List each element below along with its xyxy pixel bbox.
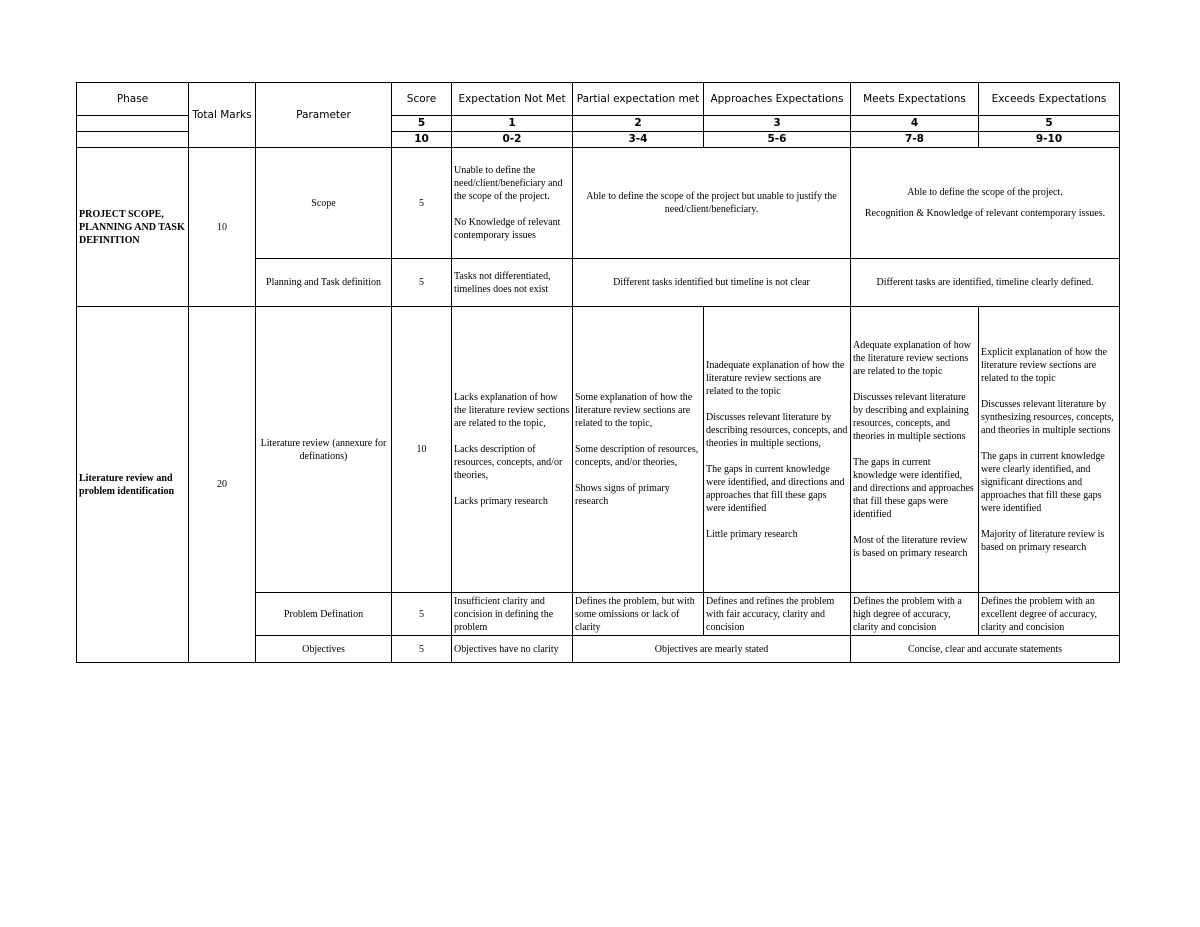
score-10: 10: [392, 132, 452, 148]
problem-exceeds: Defines the problem with an excellent degree of accuracy, clarity and concision: [979, 593, 1120, 636]
range-1: 0-2: [452, 132, 573, 148]
phase1-total: 10: [189, 148, 256, 307]
planning-partial-approaches: Different tasks identified but timeline is not clear: [573, 259, 851, 307]
lit-approaches-4: Little primary research: [706, 528, 798, 540]
lit-exceeds-4: Majority of literature review is based on primary research: [981, 528, 1105, 553]
lit-partial-3: Shows signs of primary research: [575, 483, 670, 507]
range-5: 9-10: [979, 132, 1120, 148]
level-score-1: 1: [452, 116, 573, 132]
scope-row: [77, 148, 1120, 259]
header-level-5: Exceeds Expectations: [979, 83, 1120, 116]
planning-meets-exceeds: Different tasks are identified, timeline clearly defined.: [851, 259, 1120, 307]
lit-exceeds-1: Explicit explanation of how the literature review sections are related to the topic: [981, 346, 1108, 384]
scope-partial-approaches: Able to define the scope of the project but unable to justify the need/client/beneficiary.: [573, 148, 851, 259]
scope-meets-2: Recognition & Knowledge of relevant contemporary issues.: [864, 208, 1106, 219]
range-2: 3-4: [573, 132, 704, 148]
lit-approaches-1: Inadequate explanation of how the literature review sections are related to the topic: [706, 359, 845, 397]
level-score-5: 5: [979, 116, 1120, 132]
objectives-not-met: Objectives have no clarity: [452, 636, 573, 663]
phase2-name: Literature review and problem identification: [77, 307, 189, 663]
scope-parameter: Scope: [256, 148, 392, 259]
scope-score: 5: [392, 148, 452, 259]
scope-meets-exceeds: [851, 148, 1120, 259]
planning-not-met: Tasks not differentiated, timelines does not exist: [452, 259, 573, 307]
scope-meets-1: Able to define the scope of the project.: [907, 187, 1063, 198]
scope-not-met: [452, 148, 573, 259]
lit-exceeds-3: The gaps in current knowledge were clearly identified, and significant directions and approaches that fill these gaps were identified: [981, 450, 1105, 514]
header-parameter: Parameter: [256, 83, 392, 148]
lit-parameter: Literature review (annexure for definations): [256, 307, 392, 593]
lit-exceeds: [979, 307, 1120, 593]
header-level-1: Expectation Not Met: [452, 83, 573, 116]
scope-not-met-1: Unable to define the need/client/beneficiary and the scope of the project.: [454, 165, 563, 202]
phase2-total: 20: [189, 307, 256, 663]
lit-approaches: [704, 307, 851, 593]
header-level-4: Meets Expectations: [851, 83, 979, 116]
lit-score: 10: [392, 307, 452, 593]
range-3: 5-6: [704, 132, 851, 148]
lit-approaches-2: Discusses relevant literature by describing resources, concepts, and theories in multiple sections,: [706, 411, 848, 449]
planning-score: 5: [392, 259, 452, 307]
lit-partial: [573, 307, 704, 593]
header-row: [77, 83, 1120, 116]
scope-not-met-2: No Knowledge of relevant contemporary issues: [454, 217, 561, 241]
level-score-2: 2: [573, 116, 704, 132]
lit-meets-2: Discusses relevant literature by describing and explaining resources, concepts, and theories in multiple sections: [853, 392, 969, 442]
lit-exceeds-2: Discusses relevant literature by synthesizing resources, concepts, and theories in multiple sections: [981, 398, 1114, 436]
lit-not-met-2: Lacks description of resources, concepts, and/or theories,: [454, 444, 563, 481]
objectives-partial-approaches: Objectives are mearly stated: [573, 636, 851, 663]
lit-approaches-3: The gaps in current knowledge were identified, and directions and approaches that fill these gaps were identified: [706, 463, 845, 514]
header-score: Score: [392, 83, 452, 116]
lit-meets: [851, 307, 979, 593]
planning-parameter: Planning and Task definition: [256, 259, 392, 307]
problem-parameter: Problem Defination: [256, 593, 392, 636]
rubric-table: [76, 82, 1120, 663]
header-total-marks: Total Marks: [189, 83, 256, 148]
lit-partial-2: Some description of resources, concepts, and/or theories,: [575, 444, 699, 468]
lit-partial-1: Some explanation of how the literature review sections are related to the topic,: [575, 392, 693, 429]
objectives-score: 5: [392, 636, 452, 663]
phase-blank-1: [77, 116, 189, 132]
lit-not-met-1: Lacks explanation of how the literature review sections are related to the topic,: [454, 392, 570, 429]
phase-blank-2: [77, 132, 189, 148]
range-4: 7-8: [851, 132, 979, 148]
problem-partial: Defines the problem, but with some omissions or lack of clarity: [573, 593, 704, 636]
lit-meets-3: The gaps in current knowledge were identified, and directions and approaches that fill these gaps were identified: [853, 457, 974, 520]
problem-score: 5: [392, 593, 452, 636]
level-score-4: 4: [851, 116, 979, 132]
lit-meets-1: Adequate explanation of how the literature review sections are related to the topic: [853, 340, 972, 377]
lit-not-met-3: Lacks primary research: [454, 496, 548, 507]
problem-meets: Defines the problem with a high degree of accuracy, clarity and concision: [851, 593, 979, 636]
lit-meets-4: Most of the literature review is based on primary research: [853, 535, 968, 559]
problem-approaches: Defines and refines the problem with fair accuracy, clarity and concision: [704, 593, 851, 636]
score-5: 5: [392, 116, 452, 132]
header-phase: Phase: [77, 83, 189, 116]
header-level-2: Partial expectation met: [573, 83, 704, 116]
objectives-parameter: Objectives: [256, 636, 392, 663]
literature-row: [77, 307, 1120, 593]
lit-not-met: [452, 307, 573, 593]
problem-not-met: Insufficient clarity and concision in defining the problem: [452, 593, 573, 636]
objectives-meets-exceeds: Concise, clear and accurate statements: [851, 636, 1120, 663]
phase1-name: PROJECT SCOPE, PLANNING AND TASK DEFINITION: [77, 148, 189, 307]
level-score-3: 3: [704, 116, 851, 132]
header-level-3: Approaches Expectations: [704, 83, 851, 116]
